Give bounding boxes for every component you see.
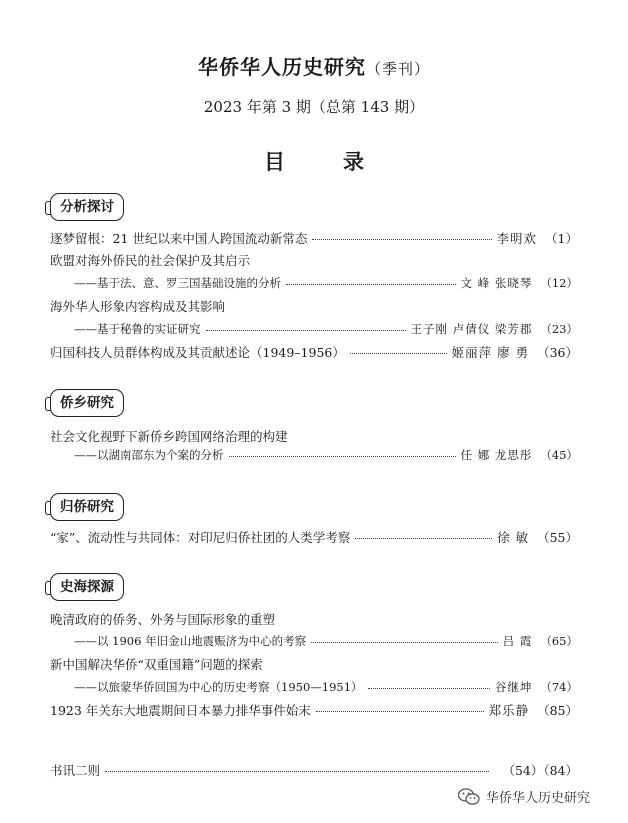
contents-heading: 目 录 xyxy=(264,149,364,174)
toc-entry-title[interactable]: 新中国解决华侨“双重国籍”问题的探索 xyxy=(50,657,263,672)
toc-entry-title[interactable]: 社会文化视野下新侨乡跨国网络治理的构建 xyxy=(50,429,288,444)
issue-line: 2023 年第 3 期（总第 143 期） xyxy=(203,98,425,116)
toc-entry[interactable]: 1923 年关东大地震期间日本暴力排华事件始末 郑乐静 （85） xyxy=(50,703,578,718)
toc-entry-subtitle[interactable]: ——以 1906 年旧金山地震赈济为中心的考察 吕 霞 （65） xyxy=(74,634,578,648)
journal-title: 华侨华人历史研究（季刊） xyxy=(197,55,430,79)
toc-entry-title[interactable]: 晚清政府的侨务、外务与国际形象的重塑 xyxy=(50,612,276,627)
toc-entry-subtitle[interactable]: ——以湖南邵东为个案的分析 任 娜 龙思彤 （45） xyxy=(74,448,578,462)
toc-entry[interactable]: 逐梦留根：21 世纪以来中国人跨国流动新常态 李明欢 （1） xyxy=(50,231,578,246)
toc-entry[interactable]: 归国科技人员群体构成及其贡献述论（1949–1956） 姬丽萍 廖 勇 （36） xyxy=(50,345,578,360)
watermark xyxy=(458,787,590,806)
section-label: 史海探源 xyxy=(50,573,124,601)
toc-entry-subtitle[interactable]: ——以旅蒙华侨回国为中心的历史考察（1950—1951） 谷继坤 （74） xyxy=(74,680,578,694)
toc-entry-title[interactable]: 海外华人形象内容构成及其影响 xyxy=(50,299,226,314)
section-label: 归侨研究 xyxy=(50,493,124,521)
wechat-icon xyxy=(458,788,480,806)
book-news-entry[interactable]: 书讯二则 （54）（84） xyxy=(50,763,578,778)
toc-entry-subtitle[interactable]: ——基于秘鲁的实证研究 王子刚 卢倩仪 梁芳郡 （23） xyxy=(74,322,578,336)
toc-entry[interactable]: “家”、流动性与共同体：对印尼归侨社团的人类学考察 徐 敏 （55） xyxy=(50,530,578,545)
section-label: 侨乡研究 xyxy=(50,389,124,417)
watermark-text: 华侨华人历史研究 xyxy=(486,791,591,806)
toc-entry-title[interactable]: 欧盟对海外侨民的社会保护及其启示 xyxy=(50,253,251,268)
section-label: 分析探讨 xyxy=(50,193,124,221)
toc-entry-subtitle[interactable]: ——基于法、意、罗三国基础设施的分析 文 峰 张晓琴 （12） xyxy=(74,276,578,290)
